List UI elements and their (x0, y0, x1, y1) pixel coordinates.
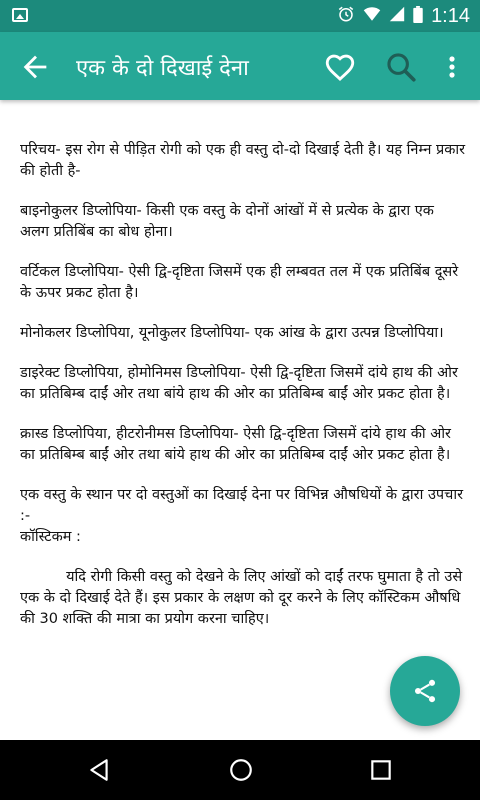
share-icon (411, 677, 439, 705)
article-paragraph: क्रास्ड डिप्लोपिया, हीटरोनीमस डिप्लोपिया- ऐसी द्वि-दृष्टिता जिसमें दांये हाथ की ओर का प्रतिबिम्ब बाईं ओर तथा बांये हाथ की ओर का प्रतिबिम्ब दाईं ओर प्रकट होता है। (20, 426, 456, 463)
nav-back-button[interactable] (86, 757, 112, 783)
nav-recents-button[interactable] (368, 757, 394, 783)
status-bar (0, 0, 480, 32)
app-bar (0, 32, 480, 100)
wifi-icon (363, 6, 381, 26)
circle-home-icon (228, 757, 254, 783)
more-vert-icon (440, 50, 464, 84)
article-paragraph: बाइनोकुलर डिप्लोपिया- किसी एक वस्तु के दोनों आंखों में से प्रत्येक के द्वारा एक अलग प्रतिबिंब का बोध होना। (20, 203, 439, 240)
signal-icon (389, 6, 405, 26)
search-button[interactable] (384, 50, 418, 84)
remedy-text: यदि रोगी किसी वस्तु को देखने के लिए आंखों को दाईं तरफ घुमाता है तो उसे एक के दो दिखाई देते हैं। इस प्रकार के लक्षण को दूर करने के लिए कॉस्टिकम औषधि की 30 शक्ति की मात्रा का प्रयोग करना चाहिए। (20, 569, 467, 627)
battery-icon (413, 6, 423, 27)
remedy-title: कॉस्टिकम : (20, 529, 81, 545)
heart-outline-icon (323, 50, 357, 84)
treatment-intro: एक वस्तु के स्थान पर दो वस्तुओं का दिखाई देना पर विभिन्न औषधियों के द्वारा उपचार :- (20, 487, 468, 524)
article-body (20, 140, 470, 740)
article-paragraph: वर्टिकल डिप्लोपिया- ऐसी द्वि-दृष्टिता जिसमें एक ही लम्बवत तल में एक प्रतिबिंब दूसरे के ऊपर प्रकट होता है। (20, 264, 463, 301)
navigation-bar (0, 740, 480, 800)
article-paragraph: डाइरेक्ट डिप्लोपिया, होमोनिमस डिप्लोपिया- ऐसी द्वि-दृष्टिता जिसमें दांये हाथ की ओर का प्रतिबिम्ब दाईं ओर तथा बांये हाथ की ओर का प्रतिबिम्ब बाईं ओर प्रकट होता है। (20, 365, 463, 402)
search-icon (384, 50, 418, 84)
gallery-notification-icon (12, 8, 28, 22)
article-paragraph: परिचय- इस रोग से पीड़ित रोगी को एक ही वस्तु दो-दो दिखाई देती है। यह निम्न प्रकार की होती है- (20, 142, 470, 179)
status-time: 1:14 (431, 4, 470, 27)
article-paragraph: मोनोकलर डिप्लोपिया, यूनोकुलर डिप्लोपिया- एक आंख के द्वारा उत्पन्न डिप्लोपिया। (20, 325, 444, 341)
back-button[interactable] (18, 50, 52, 84)
page-title: एक के दो दिखाई देना (76, 56, 249, 81)
status-icons (337, 0, 470, 32)
nav-home-button[interactable] (228, 757, 254, 783)
share-button[interactable] (390, 656, 460, 726)
alarm-icon (337, 5, 355, 27)
triangle-back-icon (86, 757, 112, 783)
arrow-back-icon (18, 50, 52, 84)
square-recents-icon (368, 757, 394, 783)
favorite-button[interactable] (323, 50, 357, 84)
more-options-button[interactable] (440, 50, 464, 84)
